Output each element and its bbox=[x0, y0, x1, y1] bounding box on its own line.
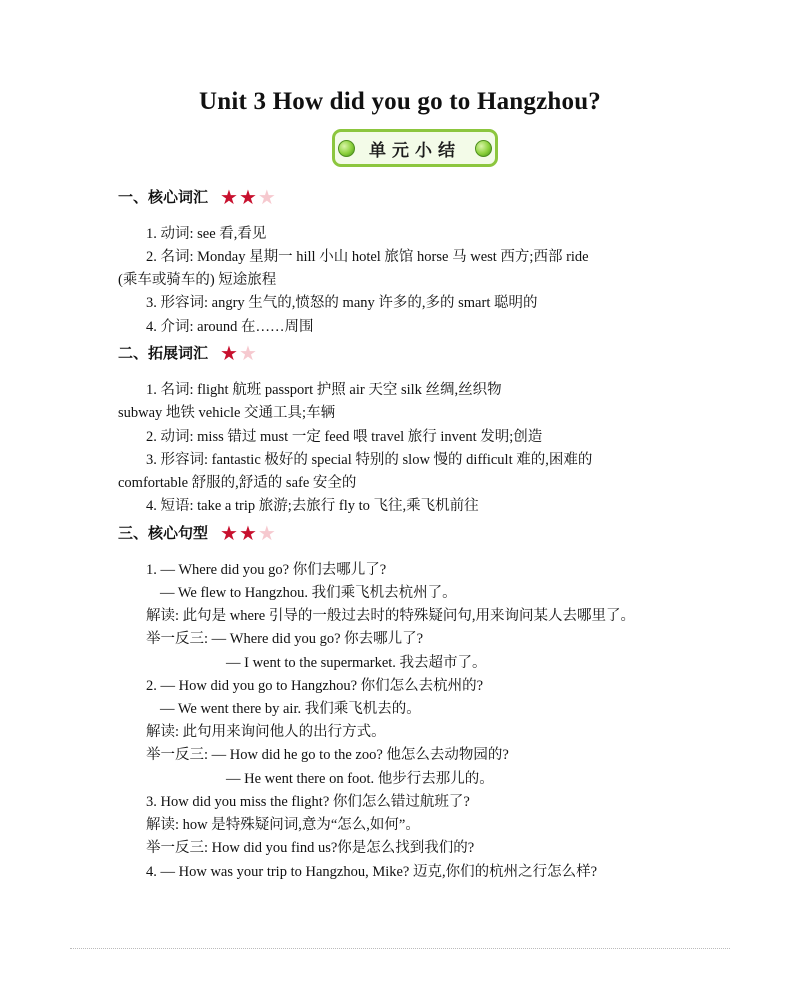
star-icon: ★ bbox=[238, 184, 257, 209]
star-icon: ★ bbox=[257, 520, 276, 545]
sentence-line: — He went there on foot. 他步行去那儿的。 bbox=[226, 771, 494, 787]
sentence-line: — I went to the supermarket. 我去超市了。 bbox=[226, 655, 487, 671]
unit-summary-badge bbox=[332, 129, 498, 167]
green-dot-icon bbox=[475, 140, 492, 157]
rating-stars bbox=[220, 520, 276, 545]
star-icon: ★ bbox=[238, 340, 257, 365]
section-title: 一、核心词汇 bbox=[118, 188, 209, 206]
sentence-line: 举一反三: — How did he go to the zoo? 他怎么去动物园的? bbox=[146, 747, 509, 763]
star-icon: ★ bbox=[220, 340, 238, 365]
sentence-line: — We flew to Hangzhou. 我们乘飞机去杭州了。 bbox=[160, 585, 457, 601]
vocab-line: 2. 名词: Monday 星期一 hill 小山 hotel 旅馆 horse 马 west 西方;西部 ride bbox=[146, 249, 589, 265]
page-title: Unit 3 How did you go to Hangzhou? bbox=[198, 88, 601, 115]
vocab-line: 3. 形容词: angry 生气的,愤怒的 many 许多的,多的 smart 聪明的 bbox=[146, 295, 538, 311]
vocab-line: 1. 动词: see 看,看见 bbox=[146, 226, 267, 242]
section-heading-core-sentences bbox=[118, 522, 276, 543]
section-heading-extended-vocab bbox=[118, 342, 257, 363]
section-heading-core-vocab bbox=[118, 186, 276, 207]
sentence-line: 解读: 此句是 where 引导的一般过去时的特殊疑问句,用来询问某人去哪里了。 bbox=[146, 608, 635, 624]
badge-label: 单元小结 bbox=[369, 140, 461, 161]
vocab-line: comfortable 舒服的,舒适的 safe 安全的 bbox=[118, 475, 357, 491]
rating-stars bbox=[220, 340, 257, 365]
sentence-line: 举一反三: How did you find us?你是怎么找到我们的? bbox=[146, 840, 475, 856]
star-icon: ★ bbox=[220, 184, 238, 209]
rating-stars bbox=[220, 184, 276, 209]
star-icon: ★ bbox=[257, 184, 276, 209]
vocab-line: subway 地铁 vehicle 交通工具;车辆 bbox=[118, 405, 336, 421]
vocab-line: 4. 介词: around 在……周围 bbox=[146, 319, 314, 335]
vocab-line: 2. 动词: miss 错过 must 一定 feed 喂 travel 旅行 invent 发明;创造 bbox=[146, 429, 543, 445]
sentence-line: 解读: how 是特殊疑问词,意为“怎么,如何”。 bbox=[146, 817, 420, 833]
star-icon: ★ bbox=[238, 520, 257, 545]
vocab-line: 1. 名词: flight 航班 passport 护照 air 天空 silk 丝绸,丝织物 bbox=[146, 382, 502, 398]
section-title: 二、拓展词汇 bbox=[118, 344, 209, 362]
sentence-line: — We went there by air. 我们乘飞机去的。 bbox=[160, 701, 421, 717]
sentence-line: 3. How did you miss the flight? 你们怎么错过航班了? bbox=[146, 794, 470, 810]
sentence-line: 4. — How was your trip to Hangzhou, Mike? 迈克,你们的杭州之行怎么样? bbox=[146, 864, 598, 880]
section-title: 三、核心句型 bbox=[118, 524, 209, 542]
vocab-line: 3. 形容词: fantastic 极好的 special 特别的 slow 慢的 difficult 难的,困难的 bbox=[146, 452, 593, 468]
green-dot-icon bbox=[338, 140, 355, 157]
sentence-line: 举一反三: — Where did you go? 你去哪儿了? bbox=[146, 631, 424, 647]
sentence-line: 1. — Where did you go? 你们去哪儿了? bbox=[146, 562, 387, 578]
sentence-line: 2. — How did you go to Hangzhou? 你们怎么去杭州的? bbox=[146, 678, 484, 694]
sentence-line: 解读: 此句用来询问他人的出行方式。 bbox=[146, 724, 386, 740]
page-footer-rule bbox=[70, 948, 730, 955]
star-icon: ★ bbox=[220, 520, 238, 545]
vocab-line: (乘车或骑车的) 短途旅程 bbox=[118, 272, 277, 288]
vocab-line: 4. 短语: take a trip 旅游;去旅行 fly to 飞往,乘飞机前往 bbox=[146, 498, 479, 514]
